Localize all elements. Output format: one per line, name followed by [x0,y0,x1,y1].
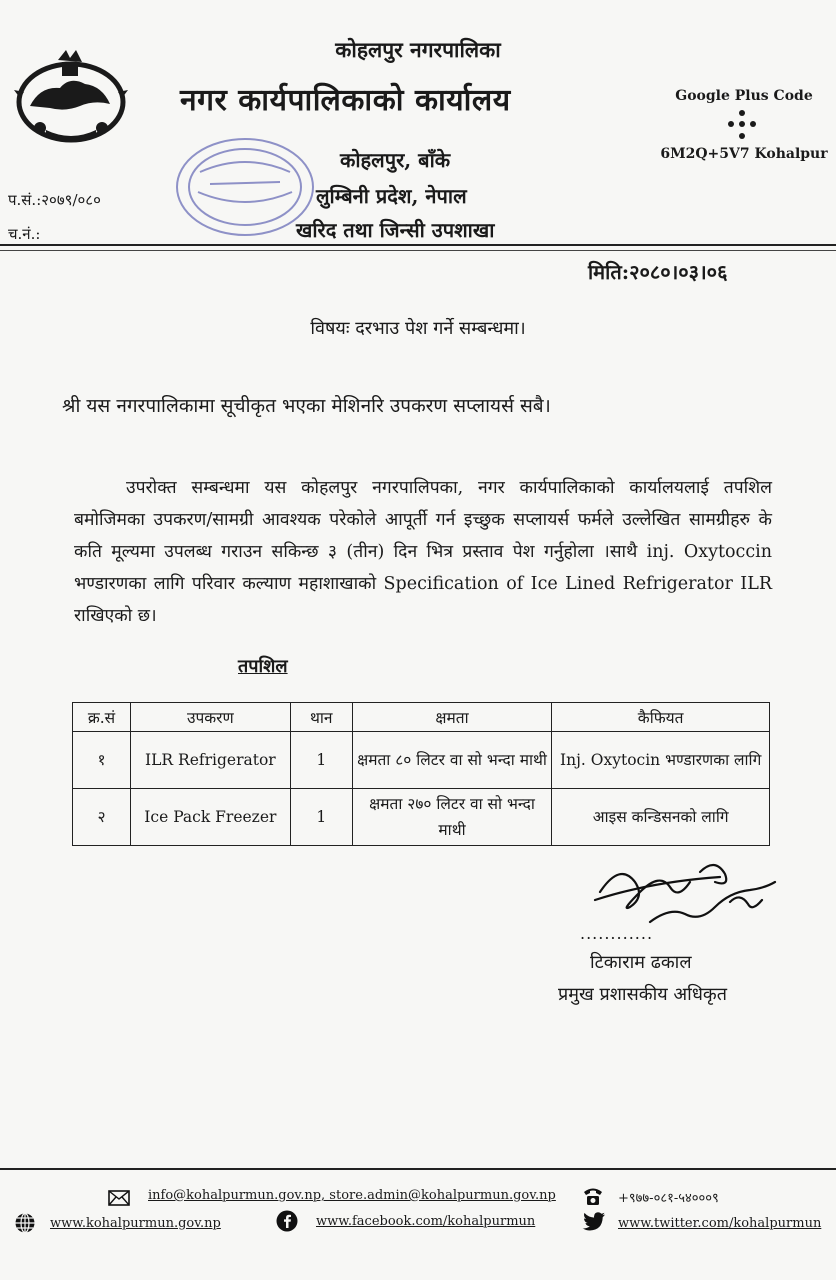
reference-number: प.सं.:२०७९/०८० [8,191,101,209]
cell-item: Ice Pack Freezer [130,789,290,846]
address-city: कोहलपुर, बाँके [340,148,451,172]
header-capacity: क्षमता [352,703,552,732]
header-qty: थान [290,703,352,732]
section-name: खरिद तथा जिन्सी उपशाखा [296,218,495,242]
signatory-name: टिकाराम ढकाल [590,952,692,973]
header-item: उपकरण [130,703,290,732]
organization-name: कोहलपुर नगरपालिका [335,37,501,62]
office-stamp [170,132,320,242]
table-row [73,789,770,846]
footer-twitter[interactable]: www.twitter.com/kohalpurmun [618,1216,822,1231]
cell-qty: 1 [290,789,352,846]
header-remarks: कैफियत [552,703,770,732]
header-divider [0,244,836,246]
footer-email[interactable]: info@kohalpurmun.gov.np, store.admin@kohalpurmun.gov.np [148,1188,556,1203]
footer-divider [0,1168,836,1170]
google-plus-code: 6M2Q+5V7 Kohalpur [660,146,828,162]
facebook-icon [276,1210,298,1232]
address-province: लुम्बिनी प्रदेश, नेपाल [316,184,467,208]
signature-line: ............ [580,924,654,943]
footer-facebook[interactable]: www.facebook.com/kohalpurmun [316,1214,536,1229]
table-heading: तपशिल [238,656,288,677]
cell-capacity: क्षमता २७० लिटर वा सो भन्दा माथी [352,789,552,846]
footer-website[interactable]: www.kohalpurmun.gov.np [50,1216,221,1231]
items-table [72,702,770,846]
table-header-row [73,703,770,732]
cell-capacity: क्षमता ८० लिटर वा सो भन्दा माथी [352,732,552,789]
cell-qty: 1 [290,732,352,789]
twitter-icon [582,1212,606,1232]
dispatch-number: च.नं.: [8,225,41,243]
signatory-title: प्रमुख प्रशासकीय अधिकृत [558,984,727,1005]
phone-icon [582,1186,604,1206]
letter-subject: विषयः दरभाउ पेश गर्ने सम्बन्धमा। [310,318,526,339]
google-plus-code-label: Google Plus Code [675,88,813,104]
plus-code-icon [724,108,760,142]
footer-phone[interactable]: +९७७-०८१-५४०००९ [618,1191,719,1206]
letter-addressee: श्री यस नगरपालिकामा सूचीकृत भएका मेशिनरि उपकरण सप्लायर्स सबै। [62,395,551,417]
cell-sn: २ [73,789,131,846]
header-sn: क्र.सं [73,703,131,732]
letter-date: मिति:२०८०।०३।०६ [588,260,728,284]
globe-icon [14,1212,36,1234]
cell-remarks: आइस कन्डिसनको लागि [552,789,770,846]
mail-icon [108,1190,130,1206]
table-row [73,732,770,789]
letter-body: उपरोक्त सम्बन्धमा यस कोहलपुर नगरपालिपका, नगर कार्यपालिकाको कार्यालयलाई तपशिल बमोजिमका उपकरण/सामग्री आवश्यक परेकोले आपूर्ती गर्न इच्छुक सप्लायर्स फर्मले उल्लेखित सामग्रीहरु के कति मूल्यमा उपलब्ध गराउन सकिन्छ ३ (तीन) दिन भित्र प्रस्ताव पेश गर्नुहोला ।साथै inj. Oxytoccin भण्डारणका लागि परिवार कल्याण महाशाखाको Specification of Ice Lined Refrigerator ILR राखिएको छ। [74,478,772,626]
cell-item: ILR Refrigerator [130,732,290,789]
office-name: नगर कार्यपालिकाको कार्यालय [180,83,511,118]
cell-sn: १ [73,732,131,789]
header-divider-thin [0,250,836,251]
cell-remarks: Inj. Oxytocin भण्डारणका लागि [552,732,770,789]
